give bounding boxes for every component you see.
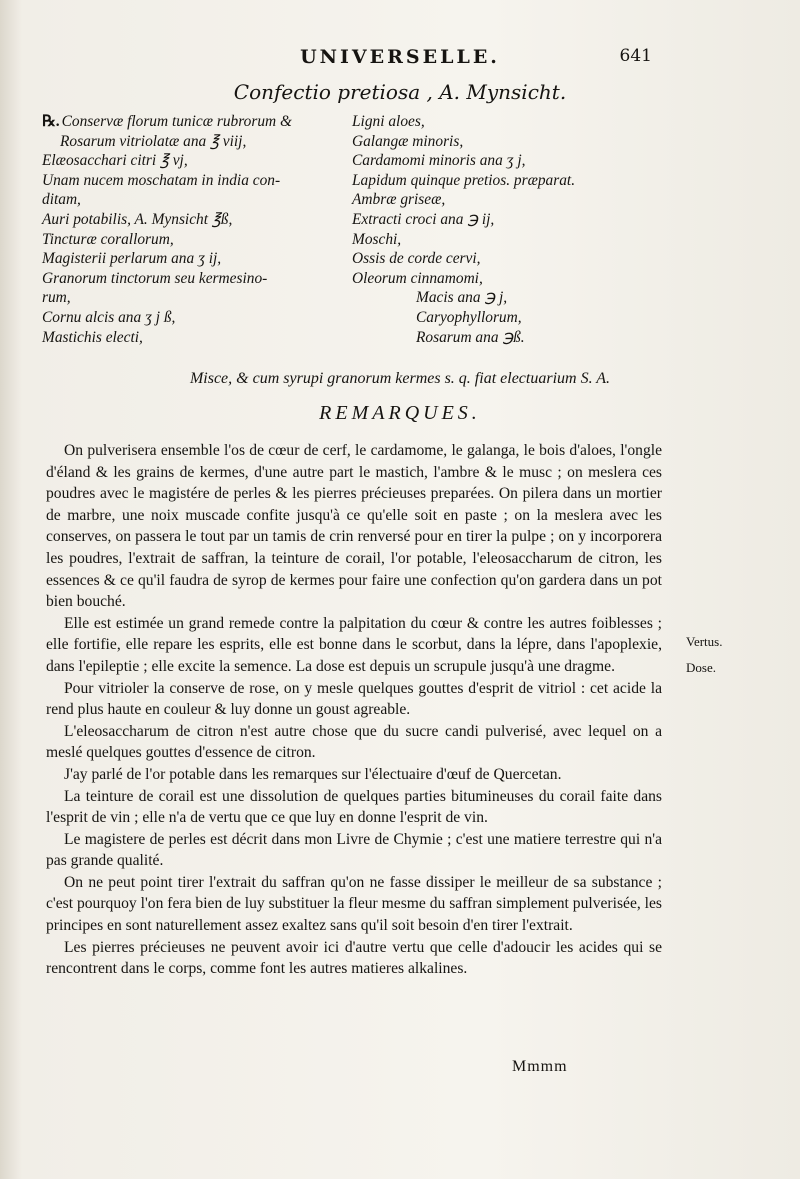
ingredient-line (352, 112, 652, 132)
recipe-title: Confectio pretiosa , A. Mynsicht. (233, 80, 567, 104)
ingredient-line (42, 328, 342, 348)
paragraph-magistere-perles: Le magistere de perles est décrit dans mon Livre de Chymie ; c'est une matiere terrestre qui n'a pas grande qualité. (46, 830, 662, 870)
paragraph-vitriol: Pour vitrioler la conserve de rose, on y mesle quelques gouttes d'esprit de vitriol : cet acide la rend plus haute en couleur & luy donne un goust agreable. (46, 679, 662, 719)
ingredient-text: Tincturæ corallorum, (42, 230, 174, 248)
ingredient-line (352, 171, 652, 191)
ingredient-line (42, 288, 342, 308)
remarques-heading: REMARQUES. (319, 402, 481, 424)
ingredient-line (42, 112, 342, 132)
ingredient-text: Ossis de corde cervi, (352, 250, 481, 268)
paragraph-saffran: On ne peut point tirer l'extrait du saffran qu'on ne fasse dissiper le meilleur de sa substance ; c'est pourquoy l'on fera bien de luy substituer la fleur mesme du saffran simplement pulverisée, les principes en sont naturellement assez exaltez sans qu'il soit besoin d'en tirer l'extrait. (46, 873, 662, 935)
recipe-symbol: ℞. (42, 113, 60, 130)
ingredient-line (352, 230, 652, 250)
ingredient-text: Auri potabilis, A. Mynsicht ℥ß, (42, 210, 233, 228)
ingredient-text: Unam nucem moschatam in india con- (42, 171, 281, 189)
ingredient-line (42, 269, 342, 289)
page-number: 641 (619, 46, 652, 66)
ingredients-right-column (352, 112, 652, 347)
ingredient-text: Ligni aloes, (352, 113, 425, 130)
ingredient-text: ditam, (42, 191, 81, 209)
ingredient-text: Ambræ griseæ, (352, 191, 446, 209)
ingredient-text: Granorum tinctorum seu kermesino- (42, 269, 268, 287)
remarques-body (46, 440, 662, 980)
ingredient-line (352, 269, 652, 289)
ingredient-text: Macis ana ℈ j, (416, 289, 508, 307)
ingredient-text: Caryophyllorum, (416, 308, 522, 326)
ingredient-line (42, 190, 342, 210)
ingredient-text: Magisterii perlarum ana ʒ ij, (42, 250, 222, 268)
ingredient-text: Rosarum vitriolatæ ana ℥ viij, (60, 132, 247, 150)
recipe-instruction: Misce, & cum syrupi granorum kermes s. q. fiat electuarium S. A. (189, 370, 611, 387)
margin-note-dose: Dose. (686, 660, 716, 675)
ingredient-line (42, 249, 342, 269)
paragraph-teinture-corail: La teinture de corail est une dissolution de quelques parties bitumineuses du corail faite dans l'esprit de vin ; elle n'a de vertu que ce que luy en donne l'esprit de vin. (46, 787, 662, 827)
paragraph-eleosaccharum: L'eleosaccharum de citron n'est autre chose que du sucre candi pulverisé, avec lequel on a meslé quelques gouttes d'essence de citron. (46, 722, 662, 762)
ingredients-left-column (42, 112, 342, 347)
ingredient-line (352, 151, 652, 171)
ingredient-line (352, 190, 652, 210)
ingredient-line (352, 308, 652, 328)
ingredient-text: Conservæ florum tunicæ rubrorum & (61, 113, 292, 130)
ingredient-line (42, 230, 342, 250)
ingredient-line (352, 249, 652, 269)
running-head (0, 46, 800, 68)
ingredient-line (42, 151, 342, 171)
ingredient-text: Rosarum ana ℈ß. (416, 328, 525, 346)
ingredient-text: Moschi, (352, 230, 402, 248)
ingredient-line (42, 210, 342, 230)
ingredient-line (352, 132, 652, 152)
ingredient-text: rum, (42, 289, 71, 307)
paragraph-vertus: Elle est estimée un grand remede contre la palpitation du cœur & contre les autres foiblesses ; elle fortifie, elle repare les esprits, elle est bonne dans le scorbut, dans la lépre, dans l'apoplexie, dans l'epileptie ; elle excite la semence. La dose est depuis un scrupule jusqu'à une dragme. (46, 614, 662, 675)
paragraph-or-potable: J'ay parlé de l'or potable dans les remarques sur l'électuaire d'œuf de Quercetan. (64, 765, 562, 783)
ingredient-line (42, 132, 342, 152)
ingredient-text: Lapidum quinque pretios. præparat. (352, 171, 576, 189)
running-title: UNIVERSELLE. (300, 46, 500, 68)
paragraph-preparation: On pulverisera ensemble l'os de cœur de cerf, le cardamome, le galanga, le bois d'aloes, l'ongle d'éland & les grains de kermes, d'une autre part le mastich, l'ambre & le musc ; on meslera ces poudres avec le magistére de perles & les pierres précieuses preparées. On pilera dans un mortier de marbre, une noix muscade confite jusqu'à ce qu'elle soit en paste ; on la meslera avec les conserves, on passera le tout par un tamis de crin renversé pour en tirer la pulpe ; on y incorporera les poudres, l'extrait de saffran, la teinture de corail, l'or potable, l'eleosaccharum de citron, les essences & ce qu'il faudra de syrop de kermes pour faire une confection qu'on gardera dans un pot bien bouché. (46, 442, 662, 611)
ingredient-line (42, 171, 342, 191)
ingredient-line (352, 210, 652, 230)
ingredient-line (42, 308, 342, 328)
margin-note-vertus: Vertus. (686, 634, 723, 649)
ingredient-text: Extracti croci ana ℈ ij, (352, 210, 495, 228)
ingredient-text: Elæosacchari citri ℥ vj, (42, 152, 188, 170)
paragraph-pierres: Les pierres précieuses ne peuvent avoir ici d'autre vertu que celle d'adoucir les acides qui se rencontrent dans le corps, comme font les autres matieres alkalines. (46, 938, 662, 978)
ingredient-text: Cardamomi minoris ana ʒ j, (352, 152, 526, 170)
ingredient-text: Galangæ minoris, (352, 132, 464, 150)
ingredient-line (352, 328, 652, 348)
ingredient-text: Mastichis electi, (42, 328, 143, 346)
ingredient-line (352, 288, 652, 308)
ingredient-text: Oleorum cinnamomi, (352, 269, 483, 287)
signature-mark: Mmmm (512, 1058, 568, 1075)
ingredient-text: Cornu alcis ana ʒ j ß, (42, 308, 176, 326)
